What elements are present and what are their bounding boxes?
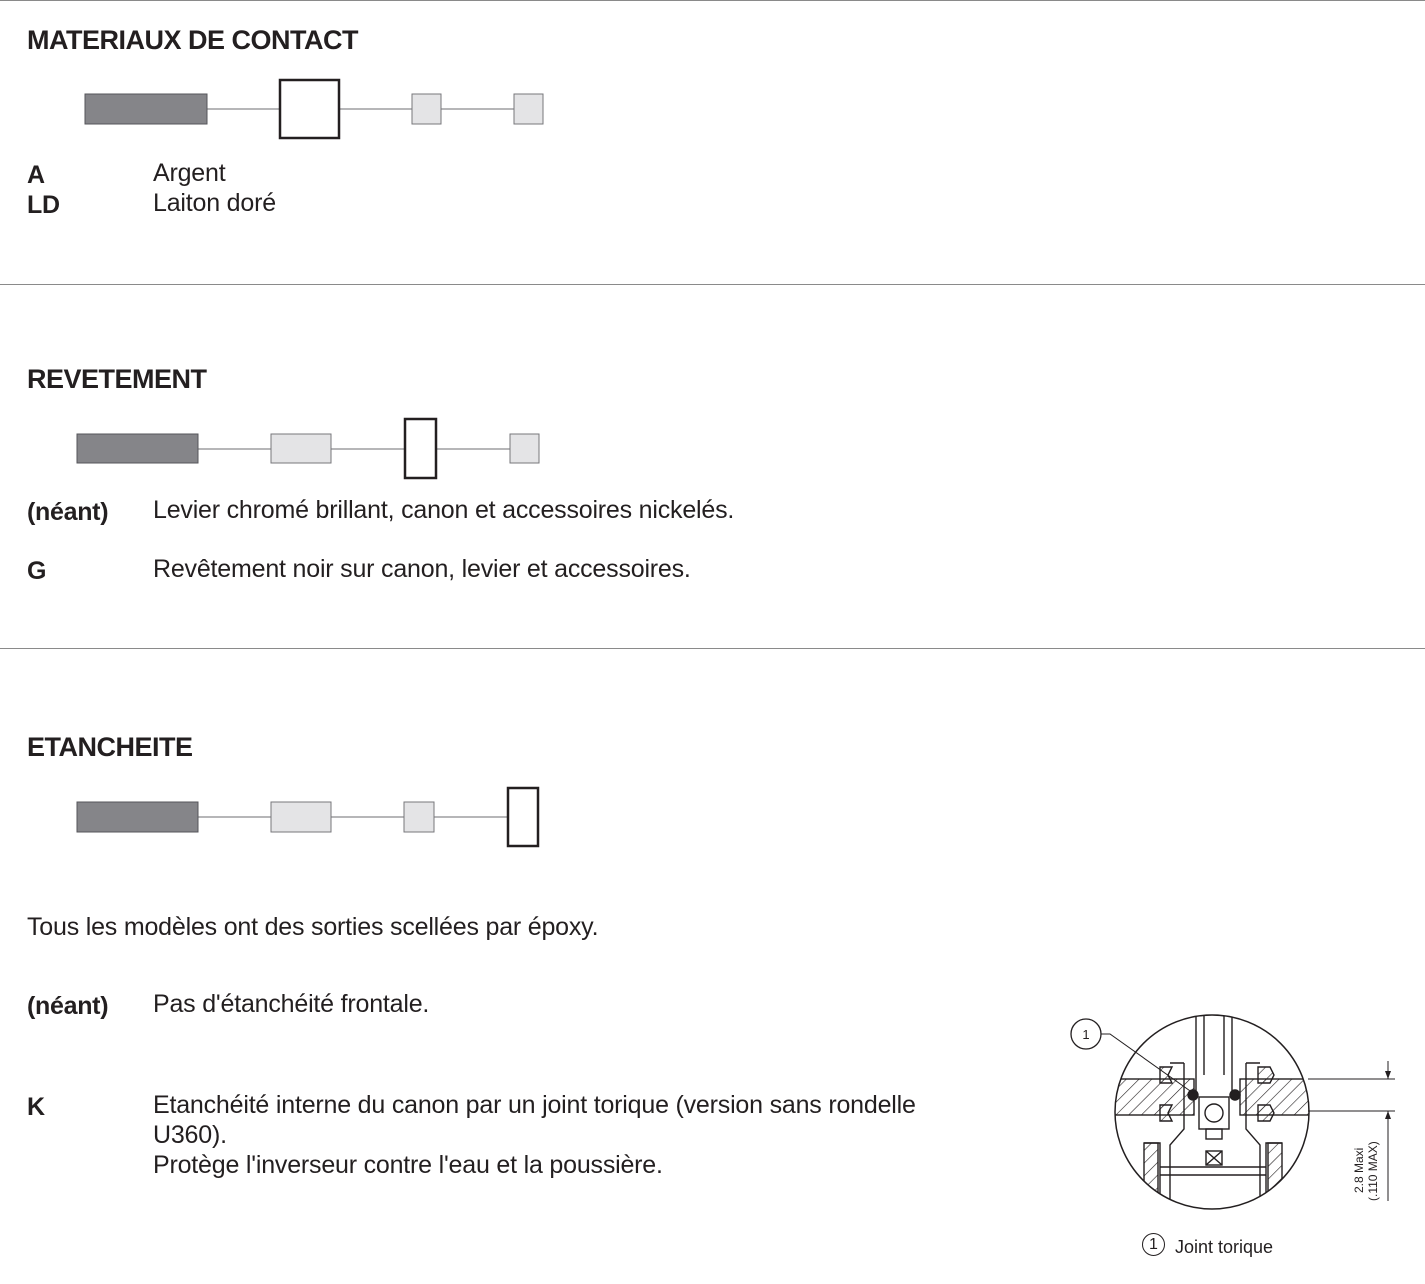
option-code-k: K xyxy=(27,1093,45,1121)
legend-number-icon xyxy=(1142,1233,1165,1256)
section-title-etancheite: ETANCHEITE xyxy=(27,732,193,762)
option-segment xyxy=(271,802,331,832)
option-desc-a: Argent xyxy=(153,159,226,187)
section-title-materiaux: MATERIAUX DE CONTACT xyxy=(27,25,358,55)
highlighted-segment xyxy=(508,788,538,846)
option-desc-k-line2: U360). xyxy=(153,1121,227,1149)
option-code-a: A xyxy=(27,161,45,189)
section-title-revetement: REVETEMENT xyxy=(27,364,207,394)
option-code-ld: LD xyxy=(27,191,60,219)
option-desc-neant: Pas d'étanchéité frontale. xyxy=(153,990,430,1018)
dimension-metric: 2.8 Maxi xyxy=(1352,1147,1366,1193)
legend-number: 1 xyxy=(1149,1236,1158,1253)
series-segment xyxy=(77,802,198,832)
option-desc-g: Revêtement noir sur canon, levier et accessoires. xyxy=(153,555,691,583)
option-desc-k-line3: Protège l'inverseur contre l'eau et la poussière. xyxy=(153,1151,663,1179)
option-code-g: G xyxy=(27,557,47,585)
epoxy-note: Tous les modèles ont des sorties scellées par époxy. xyxy=(27,913,599,941)
option-code-neant: (néant) xyxy=(27,498,109,526)
option-code-neant: (néant) xyxy=(27,992,109,1020)
option-desc-ld: Laiton doré xyxy=(153,189,276,217)
callout-number: 1 xyxy=(1082,1027,1090,1042)
seal-detail-drawing xyxy=(1060,1005,1405,1225)
dimension-imperial: (.110 MAX) xyxy=(1366,1141,1380,1201)
option-desc-neant: Levier chromé brillant, canon et accessoires nickelés. xyxy=(153,496,735,524)
option-desc-k-line1: Etanchéité interne du canon par un joint torique (version sans rondelle xyxy=(153,1091,916,1119)
legend-label: Joint torique xyxy=(1175,1237,1274,1257)
option-segment xyxy=(404,802,434,832)
